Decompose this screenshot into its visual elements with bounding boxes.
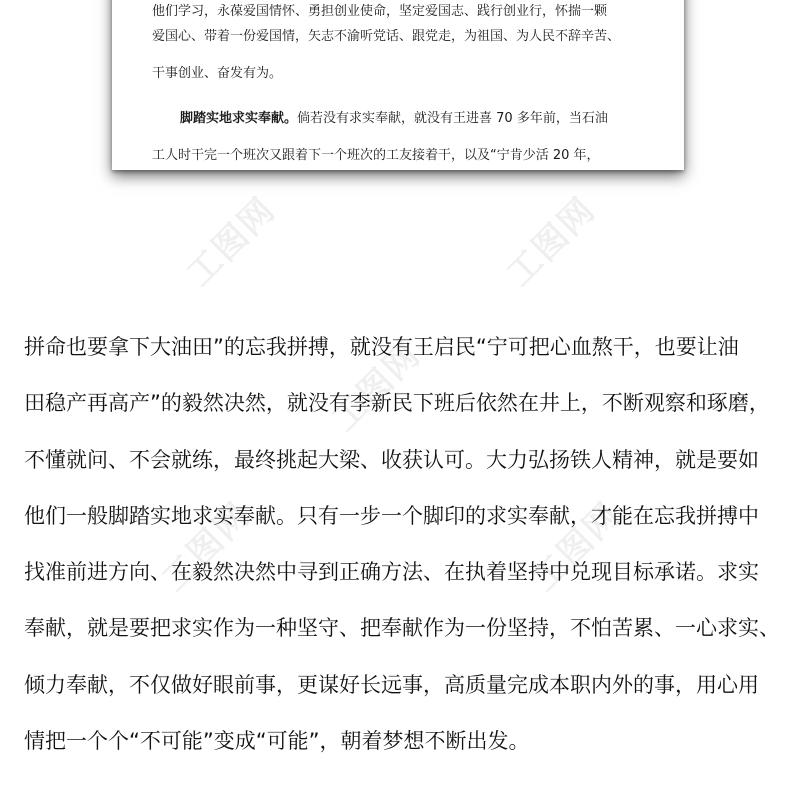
doc-line-5: 工人时干完一个班次又跟着下一个班次的工友接着干，以及“宁肯少活 20 年， [152, 148, 600, 163]
doc-line-2: 爱国心、带着一份爱国情，矢志不渝听党话、跟党走，为祖国、为人民不辞辛苦、 [152, 29, 621, 44]
body-line-7: 倾力奉献，不仅做好眼前事，更谋好长远事，高质量完成本职内外的事，用心用 [24, 672, 759, 697]
watermark: 工图网 [499, 189, 604, 295]
body-text [24, 319, 780, 769]
body-line-5: 找准前进方向、在毅然决然中寻到正确方法、在执着坚持中兑现目标承诺。求实 [24, 560, 759, 585]
watermark: 工图网 [154, 494, 259, 600]
body-line-8: 情把一个个“不可能”变成“可能”，朝着梦想不断出发。 [24, 729, 530, 754]
watermark: 工图网 [524, 494, 629, 600]
doc-paragraph-start [180, 109, 608, 129]
doc-paragraph-heading: 脚踏实地求实奉献。 [180, 111, 298, 126]
body-line-1: 拼命也要拿下大油田”的忘我拼搏，就没有王启民“宁可把心血熬干，也要让油 [24, 335, 739, 359]
watermark: 工图网 [324, 334, 429, 440]
body-line-4: 他们一般脚踏实地求实奉献。只有一步一个脚印的求实奉献，才能在忘我拼搏中 [24, 503, 759, 528]
doc-paragraph-text: 倘若没有求实奉献，就没有王进喜 70 多年前，当石油 [297, 111, 608, 126]
doc-line-1: 他们学习，永葆爱国情怀、勇担创业使命，坚定爱国志、践行创业行，怀揣一颗 [152, 4, 608, 19]
doc-line-3: 干事创业、奋发有为。 [152, 66, 283, 81]
body-line-6: 奉献，就是要把求实作为一种坚守、把奉献作为一份坚持，不怕苦累、一心求实、 [24, 616, 780, 641]
document-card [112, 0, 684, 170]
watermark: 工图网 [179, 189, 284, 295]
body-line-2: 田稳产再高产”的毅然决然，就没有李新民下班后依然在井上，不断观察和琢磨， [24, 391, 770, 416]
body-line-3: 不懂就问、不会就练，最终挑起大梁、收获认可。大力弘扬铁人精神，就是要如 [24, 447, 759, 472]
